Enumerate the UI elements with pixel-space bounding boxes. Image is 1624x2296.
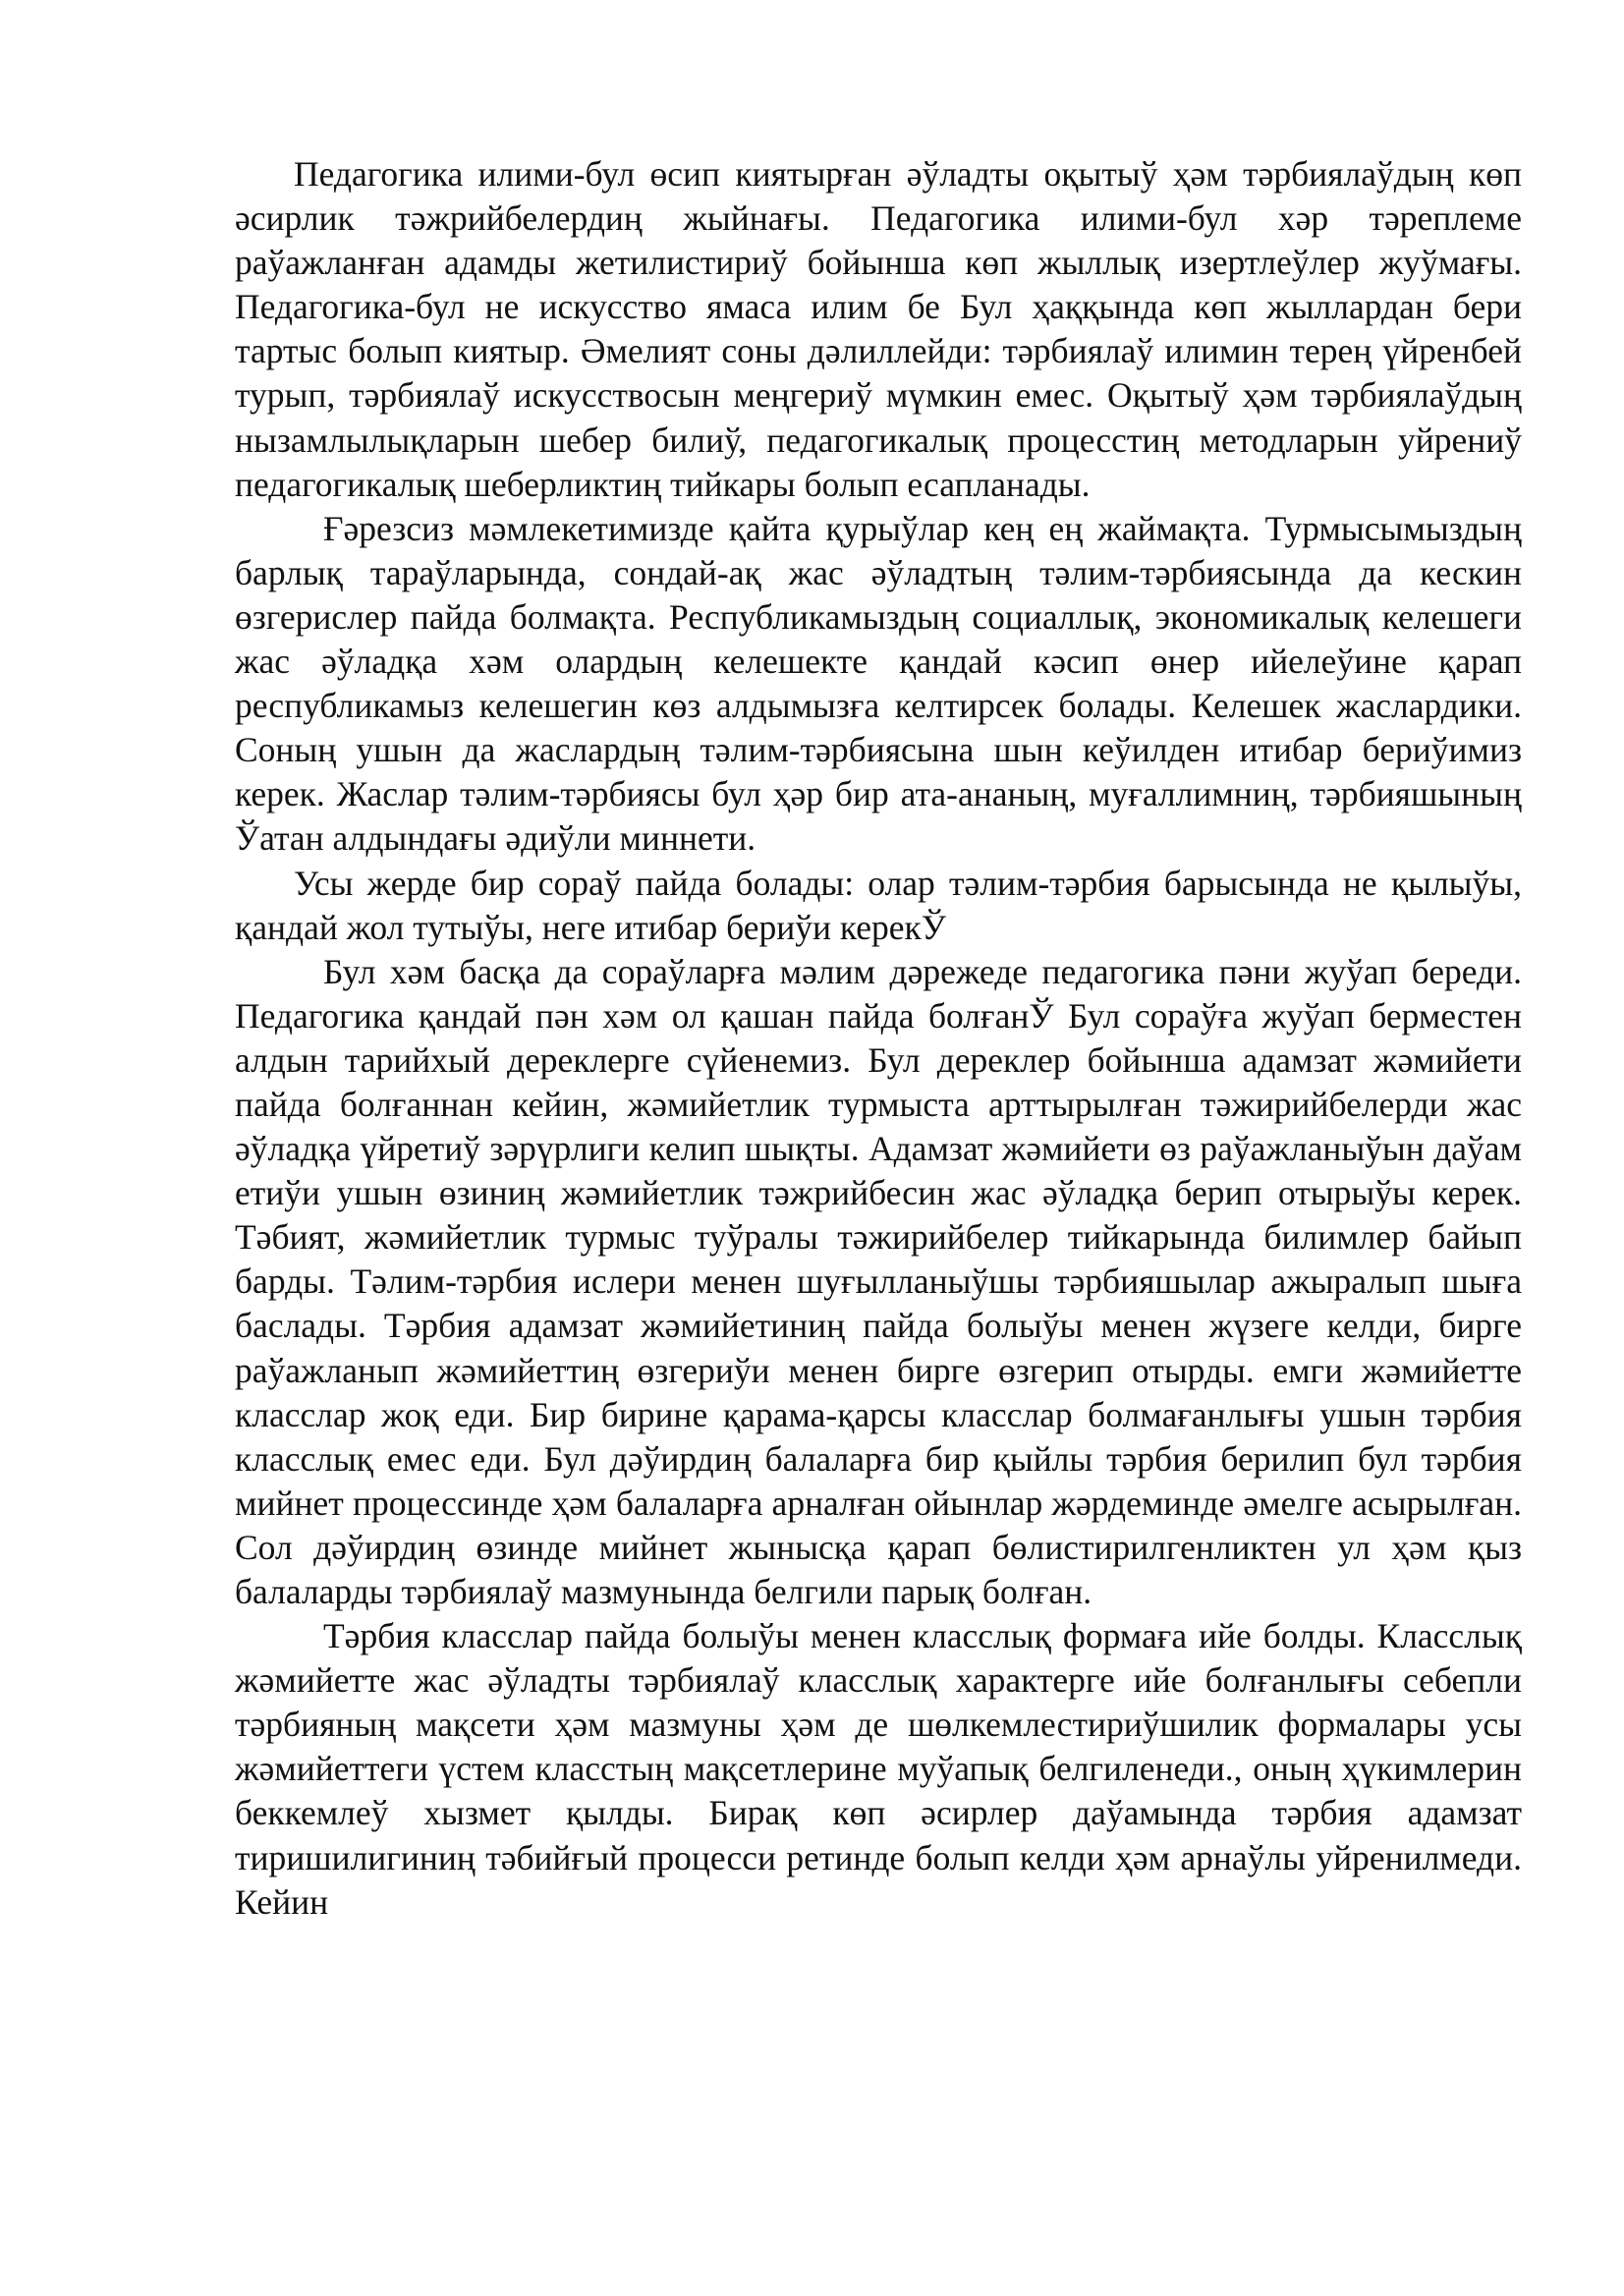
paragraph-4: Бул хәм басқа да сораўларға мәлим дәрежеде педагогика пәни жуўап береди. Педагогика қандай пән хәм ол қашан пайда болғанЎ Бул сораўға жуўап берместен алдын тарийхый дереклерге сүйенемиз. Бул дереклер бойынша адамзат жәмийети пайда болғаннан кейин, жәмийетлик турмыста арттырылған тәжирийбелерди жас әўладқа үйретиў зәрүрлиги келип шықты. Адамзат жәмийети өз раўажланыўын даўам етиўи ушын өзиниң жәмийетлик тәжрийбесин жас әўладқа берип отырыўы керек. Тәбият, жәмийетлик турмыс туўралы тәжирийбелер тийкарында билимлер байып барды. Тәлим-тәрбия ислери менен шуғылланыўшы тәрбияшылар ажыралып шыға баслады. Тәрбия адамзат жәмийетиниң пайда болыўы менен жүзеге келди, бирге раўажланып жәмийеттиң өзгериўи менен бирге өзгерип отырды. емги жәмийетте класслар жоқ еди. Бир бирине қарама-қарсы класслар болмағанлығы ушын тәрбия класслық емес еди. Бул дәўирдиң балаларға бир қыйлы тәрбия берилип бул тәрбия мийнет процессинде ҳәм балаларға арналған ойынлар жәрдеминде әмелге асырылған. Сол дәўирдиң өзинде мийнет жынысқа қарап бөлистирилгенликтен ул ҳәм қыз балаларды тәрбиялаў мазмунында белгили парық болған. — [235, 951, 1522, 1611]
document-body — [235, 152, 1522, 1925]
paragraph-1: Педагогика илими-бул өсип киятырған әўладты оқытыў ҳәм тәрбиялаўдың көп әсирлик тәжрийбелердиң жыйнағы. Педагогика илими-бул хәр тәреплеме раўажланған адамды жетилистириў бойынша көп жыллық изертлеўлер жуўмағы. Педагогика-бул не искусство ямаса илим бе Бул ҳаққында көп жыллардан бери тартыс болып киятыр. Әмелият соны дәлиллейди: тәрбиялаў илимин терең үйренбей турып, тәрбиялаў искусствосын меңгериў мүмкин емес. Оқытыў ҳәм тәрбиялаўдың нызамлылықларын шебер билиў, педагогикалық процесстиң методларын уйрениў педагогикалық шеберликтиң тийкары болып есапланады. — [235, 154, 1522, 504]
paragraph-3: Усы жерде бир сораў пайда болады: олар тәлим-тәрбия барысында не қылыўы, қандай жол тутыўы, неге итибар бериўи керекЎ — [235, 863, 1522, 947]
paragraph-5: Тәрбия класслар пайда болыўы менен класслық формаға ийе болды. Класслық жәмийетте жас әўладты тәрбиялаў класслық характерге ийе болғанлығы себепли тәрбияның мақсети ҳәм мазмуны ҳәм де шөлкемлестириўшилик формалары усы жәмийеттеги үстем класстың мақсетлерине муўапық белгиленеди., оның ҳүкимлерин беккемлеў хызмет қылды. Бирақ көп әсирлер даўамында тәрбия адамзат тиришилигиниң тәбийғый процесси ретинде болып келди ҳәм арнаўлы уйренилмеди. Кейин — [235, 1616, 1522, 1922]
paragraph-2: Ғәрезсиз мәмлекетимизде қайта қурыўлар кең ең жаймақта. Турмысымыздың барлық тараўларында, сондай-ақ жас әўладтың тәлим-тәрбиясында да кескин өзгерислер пайда болмақта. Республикамыздың социаллық, экономикалық келешеги жас әўладқа хәм олардың келешекте қандай кәсип өнер ийелеўине қарап республикамыз келешегин көз алдымызға келтирсек болады. Келешек жаслардики. Соның ушын да жаслардың тәлим-тәрбиясына шын кеўилден итибар бериўимиз керек. Жаслар тәлим-тәрбиясы бул ҳәр бир ата-ананың, муғаллимниң, тәрбияшының Ўатан алдындағы әдиўли миннети. — [235, 508, 1522, 859]
